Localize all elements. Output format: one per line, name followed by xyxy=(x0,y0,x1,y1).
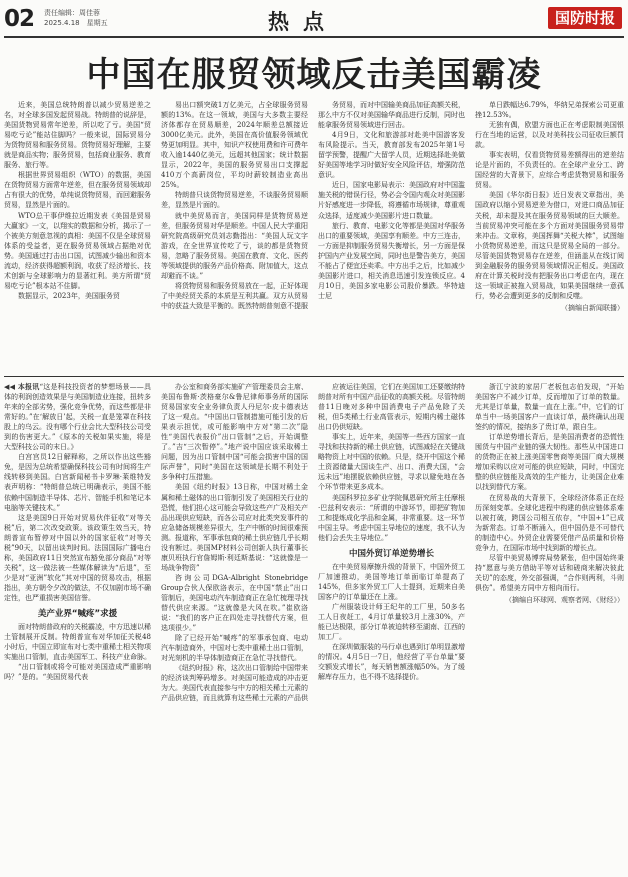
article2-column-4 xyxy=(475,382,624,874)
paragraph: 根据世界贸易组织（WTO）的数据，美国在货物贸易方面常年逆差，但在服务贸易领域却占有很大的优势，单纯说货物贸易，而回避服务贸易，显然是片面的。 xyxy=(4,171,151,210)
paragraph: 美国科罗拉多矿业学院佩恩研究所主任摩根·巴兹利安表示：“所谓的中游环节，即把矿物加工和提炼成化学品和金属，非常重要。这一环节中国主导。考虑中国主导地位的速度，我不认为他们会丢失主导地位。” xyxy=(318,493,465,542)
subheading-2: 中国外贸订单逆势增长 xyxy=(348,548,434,559)
paragraph: 事实上，近年来，美国等一些西方国家一直寻找和扶持新的稀土供应链，试图减轻在关键战略物资上对中国的依赖。只是，绕开中国这个稀土资源储量大国谈生产、出口、消费大国，“会远未远”地摆脱依赖供应链，寻求以避免地在各个环节带来更多成本。 xyxy=(318,433,465,492)
header-meta xyxy=(44,8,108,28)
page-header xyxy=(0,0,628,40)
paragraph-text: “这是科技投资者的梦想场景——具体的利润创造效果是与美国制造业连接，扭转多年来的全部劣势，强化竞争优势，而这些都是非常好的。”在‘解放日’起，关税一直是笼罩在科技股上的乌云。没有哪个行业会比大型科技公司受到的伤害更大。”《原本的关税如果实施，将是大型科技公司的末日。》 xyxy=(4,383,151,452)
article1-column-4 xyxy=(475,100,624,370)
article-headline: 中国在服贸领域反击美国霸凌 xyxy=(86,55,542,95)
paragraph: 这是美国9日开始对贸易伙伴征收“对等关税”后，第二次改变政策。该政策生效当天，特朗普宣布暂停对中国以外的国家征收“对等关税”90天，以留出谈判时间。法国国际广播电台称，美国政府11日突然宣布豁免部分商品“对等关税”，这一做法被一些媒体解读为“后退”，至少是对“亚洲”软化”其对中国的贸易攻击，根据指出，美方朝令夕改的做法，不仅加剧市场不确定性，也严重损害美国信誉。 xyxy=(4,513,151,602)
paragraph: 尽管中美贸易博弈局势紧张，但中国始终秉持“愿意与美方借助平等对话和磋商来解决彼此关切”的态度，外交部强调，“合作则两利，斗则俱伤”。希望美方同中方相向而行。 xyxy=(475,553,624,592)
paragraph: 近来，美国总统特朗普以减少贸易逆差之名，对全球多国发起贸易战。特朗普的说辞是，美国货物贸易常年逆差，所以吃了亏。美国“贸易吃亏论”能站住脚吗？一般来说，国际贸易分为货物贸易和服务贸易。货物贸易好理解，主要就是商品实物；服务贸易，包括商业服务、教育服务、旅行等。 xyxy=(4,101,151,170)
header-rule xyxy=(4,36,624,38)
paragraph: WTO总干事伊维拉近期发表《美国是贸易大赢家》一文，以翔实的数据和分析，揭示了一个被美方刻意忽视的真相：美国不仅是全球贸易体系的受益者，更在服务贸易领域占据绝对优势。美国通过打击出口国，试图减少输出和资本流动，经济获得超额利润，收获了经济增长、技术创新与全球影响力的显著红利。美方所谓“贸易吃亏论”根本站不住脚。 xyxy=(4,211,151,290)
paragraph: 单日跌幅达6.79%，华纳兄弟探索公司更重挫12.53%。 xyxy=(475,101,624,120)
article-divider xyxy=(4,376,624,377)
paragraph: 在贸易战的大背景下，全球经济体系正在经历深刻变革。全球化进程中构建的供应链体系难以被打破，跨国公司相互依存，“中国+1”已成为新常态。订单不断涌入，但中国仍是不可替代的制造中心。外贸企业需要凭借产品质量和价格竞争力，在国际市场中找到新的增长点。 xyxy=(475,493,624,552)
paragraph: 在中美贸易摩擦升级的背景下，中国外贸工厂加速推动，美国等地订单面临订单提高了145%，但多家外贸工厂人士提到，近期来自美国客户的订单量还在上涨。 xyxy=(318,562,465,601)
paragraph: 浙江宁波的家居厂老板包志伯发现，“开始美国客户不减少订单，反而增加了订单的数量。尤其是订单量，数量一直在上涨。”中，它们的订单当中一场美国客户一直谈订单，最终确认出现签约的情况，接纳多了贵订单，跟自生。 xyxy=(475,383,624,432)
paragraph: 白宫宫员12日解释称，之所以作出这些豁免，是因为总统希望确保科技公司有时间将生产线转移到美国。白宫新闻秘书卡罗琳·莱维特发表声明称：“特朗普总统已明确表示，美国不能依赖中国制造半导体、芯片、智能手机和笔记本电脑等关键技术。” xyxy=(4,453,151,512)
paragraph: 美国《纽约时报》13日称，中国对稀土金属和稀土磁体的出口管制引发了美国相关行业的恐慌，他们担心这可能会导致这些产广及相关产品出现供应短缺，而各公司应对此类突发事件的应急储备规模差异很大，生产中断的时间很难预测。报道称，军事承包商的稀土供应链几乎长期没有断过。美国MP材料公司创新人执行董事长康贝班执行官詹姆斯·利廷斯基说：“这就像是一场战争物资” xyxy=(161,483,308,572)
article1-column-2 xyxy=(161,100,308,370)
paragraph: 办公室和商务部实施矿产管理委员会主席、美国布鲁斯·茨格豪尔&鲁尼律师事务所的国际贸易国家安全业务律负责人丹尼尔·皮卡德表达了这一观点。“中国出口管制措施可能引发的后果表示担忧，或可能影响中方对“第二次”隐性“美国代表报价”出口管制“之后，开始调整了。”吉“三次暂停”。”地产说中国应该采取稀土问题，因为出口管制中国“可能会损害中国的国际声誉”，同时“美国在这领域是长期不利处于多争种打压措施。 xyxy=(161,383,308,482)
paragraph: 在深圳做服装的马行卓也遇到订单明显激增的情况。4月5日一7日，他经营了平台单量“要交额发式增长”，每天销售额涨幅50%。为了缓解库存压力，也不得不选择提价。 xyxy=(318,643,465,682)
article2-column-3 xyxy=(318,382,465,874)
editor-line: 责任编辑：周佳蓉 xyxy=(44,9,100,17)
article2-column-1 xyxy=(4,382,151,874)
paragraph: 无独有偶，欧盟方面也正在考虑限制美国银行在当地的运营，以及对美科技公司征收巨额罚款。 xyxy=(475,121,624,150)
paragraph: 订单逆势增长背后，是美国消费者的恐慌性囤货与中国产业链的强大韧性。那些从中国进口的货物正在被上涨美国零售商等美国厂商大规模增加采购以应对可能的供应短缺，同时，中国完整的供应链能及高效的生产能力，让美国企业难以找到替代方案。 xyxy=(475,433,624,492)
byline: ◀◀ 本报讯 xyxy=(4,383,40,391)
paragraph: 应被运往美国，它们在美国加工还要缴纳特朗普对所有中国产品征收的高额关税。尽管特朗普11日晚对多种中国消费电子产品免除了关税，但5类稀土行业高管表示，短期内稀土磁体出口仍供短缺。 xyxy=(318,383,465,432)
paragraph xyxy=(4,382,151,452)
paragraph: 美国《华尔街日报》近日发表文章指出，美国政府以缩小贸易逆差为借口，对进口商品加征关税，却未提及其在服务贸易领域的巨大顺差。当前贸易冲突可能在多个方面对美国服务贸易带来冲击。文章称，美国挥舞“关税大棒”，试图缩小货物贸易逆差，而这只是贸易全局的一部分。尽管美国货物贸易存在逆差，但涵盖从在线订阅到金融服务的服务贸易领域情况正相反。美国政府在计算关税时没有把服务出口考虑在内，现在这一领域正被拖入贸易战，如果美国继续一意孤行，势必会遭到更多的反制和反噬。 xyxy=(475,191,624,300)
paragraph: 易出口额突破1万亿美元，占全球服务贸易额的13%。在这一领域，美国与大多数主要经济体都存在贸易顺差，2024年顺差总额接近3000亿美元。此外，美国在高价值服务领域优势更加明显。其中，知识产权使用费和许可费年收入逾1440亿美元，远超其他国家；统计数据显示，2022年，美国的服务贸易出口支撑起410万个高薪岗位，平均时薪较制造业高出25%。 xyxy=(161,101,308,190)
article2-column-2 xyxy=(161,382,308,874)
section-title: 热点 xyxy=(268,9,338,34)
paragraph: 将货物贸易和服务贸易放在一起，正好体现了中美经贸关系的本质是互利共赢。双方从贸易中的获益大致是平衡的。既然特朗普刻意不提服 xyxy=(161,281,308,310)
paragraph: 《纽约时报》称，这次出口管制给中国带来的经济谈判筹码增多。对美国可能造成的冲击更为大。美国代表直接参与中方的相关稀土元素的产品供应链，而且就算有这些稀土元素的产品供 xyxy=(161,664,308,703)
paragraph: 咨询公司DGA-Albright Stonebridge Group合伙人保欧洛表示，在中国“禁止”出口管制后，美国电动汽车制造商正在急忙梳理寻找替代供应来源。“这就像是大风在吹。”崔欧洛说：“我们的客户正在四处走寻找替代方案，但选项很少。” xyxy=(161,573,308,633)
paragraph: 除了已经开始“喊疼”的军事承包商、电动汽车制造商外，中国对七类中重稀土出口管制，对光刻机的半导体制造商正在急忙寻找替代。 xyxy=(161,634,308,663)
paragraph: 旅行、教育、电影文化等都是美国对华服务出口的重要领域，美国享有顺差。中方三连击，一方面是抑制服务贸易失衡增长，另一方面是保护国内产业发展空间，同时也是警告美方，美国不能占了便宜还卖乖。中方出手之后，比如减少美国影片进口，相关消息迅速引发连锁反应。4月10日，美国多家电影公司股价暴跌。华特迪士尼 xyxy=(318,221,465,300)
paragraph: 近日，国家电影局表示：美国政府对中国滥施关税的错误行径，势必会令国内观众对美国影片好感度进一步降低，将遵循市场规律，尊重观众选择，适度减少美国影片进口数量。 xyxy=(318,181,465,220)
paragraph: 务贸易，而对中国输美商品加征高额关税，那么中方不仅对美国输华商品进行反制，同时也能拿服务贸易领域进行回击。 xyxy=(318,101,465,130)
article1-column-3 xyxy=(318,100,465,370)
article1-column-1 xyxy=(4,100,151,370)
paragraph: “出口管制或将令可能对美国造成严重影响吗？”是的。“美国贸易代表 xyxy=(4,663,151,682)
paragraph: 特朗普只谈货物贸易逆差，不谈服务贸易顺差，显然是片面的。 xyxy=(161,191,308,210)
page-number: 02 xyxy=(4,6,35,32)
paragraph: 数据显示，2023年，美国服务贸 xyxy=(18,291,120,300)
date-line: 2025.4.18 星期五 xyxy=(44,19,108,27)
paragraph: 就中美贸易而言，美国同样是货物贸易逆差，但服务贸易对华是顺差。中国人民大学重阳研究院高级研究员刘志勤指出：“美国人玩文字游戏，在全世界宣传吃了亏，谈的都是货物贸易，忽略了服务贸易。美国在教育、文化、医药等领域提供的服务产品价格高、附加值大，这点却避而不谈。” xyxy=(161,211,308,280)
article1-credit: （摘编自新闻联播） xyxy=(561,303,624,312)
article2-credit: （摘编自环球网、观察者网、《财经》） xyxy=(505,595,624,604)
newspaper-logo: 国防时报 xyxy=(548,7,622,29)
paragraph: 广州服装设计师王纪年的工厂里，50多名工人日夜赶工，4月订单量较3月上涨30%，产能已达极限，部分订单被迫转移至湖南、江西的加工厂。 xyxy=(318,602,465,642)
subheading-1: 美产业界“喊疼”求援 xyxy=(37,609,118,620)
paragraph: 4月9日，文化和旅游部对赴美中国游客发布风险提示。当天，教育部发布2025年第1号留学预警，提醒广大留学人员，近期选择赴美做好美国等地学习时做好安全风险评估，增强防范意识。 xyxy=(318,131,465,180)
paragraph: 事实表明，仅看货物贸易差额得出的逆差结论是片面的，不负责任的。在全球产业分工、跨国经营的大背景下，应综合考虑货物贸易和服务贸易。 xyxy=(475,151,624,190)
paragraph: 面对特朗普政府的关税霸凌，中方迅速以稀土管制展开反制。特朗普宣布对华加征关税48小时后，中国立即宣布对七类中重稀土相关物项实施出口管制，直击美国军工、科技产业命脉。 xyxy=(4,623,151,662)
